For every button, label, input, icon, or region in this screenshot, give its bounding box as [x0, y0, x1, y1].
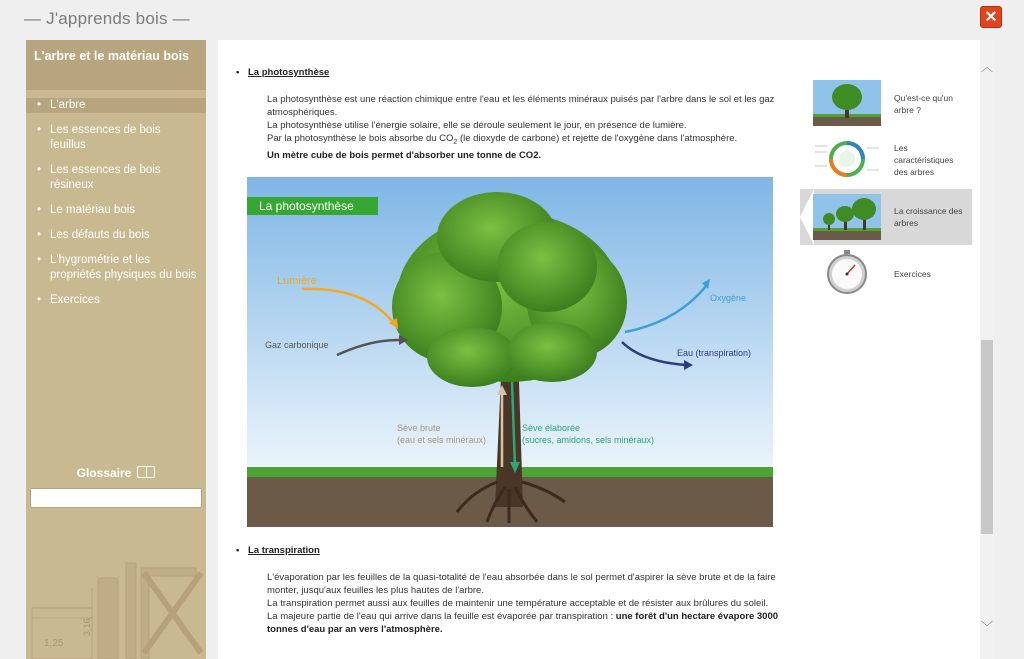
section-heading-photosynthese [236, 67, 330, 78]
chapter-label: Les caractéristiques des arbres [894, 143, 954, 177]
sidebar-item-exercices[interactable]: • Exercices [26, 293, 206, 308]
photosynthese-text [267, 93, 786, 162]
text-segment: La majeure partie de l'eau qui arrive dans la feuille est évaporée par transpiration : [267, 611, 616, 622]
seve-brute-title: Sève brute [397, 423, 441, 433]
sidebar-item-arbre[interactable]: • L'arbre [26, 98, 206, 113]
bullet: • [236, 67, 240, 78]
sidebar-title: L'arbre et le matériau bois [34, 49, 190, 63]
chapter-item-caracteristiques[interactable] [800, 136, 972, 192]
main-content [218, 40, 800, 659]
label-lumiere: Lumière [277, 275, 317, 287]
chapter-item-exercices[interactable] [800, 249, 972, 305]
sidebar-item-defauts[interactable]: • Les défauts du bois [26, 228, 206, 243]
sidebar-header [26, 40, 206, 90]
section-heading-text: La transpiration [248, 545, 320, 556]
seve-elaboree-title: Sève élaborée [522, 423, 581, 433]
tree-thumbnail-icon [813, 80, 881, 126]
chapter-panel [800, 40, 980, 659]
text-segment: Par la photosynthèse le bois absorbe du CO [267, 133, 454, 144]
seve-elaboree-detail: (sucres, amidons, sels minéraux) [522, 435, 655, 445]
section-heading-transpiration [236, 545, 320, 556]
bullet: • [236, 545, 240, 556]
paragraph: La transpiration permet aussi aux feuilles de maintenir une température acceptable et de résister aux brûlures du soleil. [267, 598, 769, 609]
transpiration-text [267, 571, 786, 636]
sidebar-nav [26, 98, 206, 308]
stopwatch-thumbnail-icon [813, 249, 881, 295]
paragraph-bold: Un mètre cube de bois permet d'absorber une tonne de CO2. [267, 149, 542, 161]
paragraph: La photosynthèse utilise l'énergie solaire, elle se déroule seulement le jour, en présence de lumière. [267, 120, 687, 131]
label-seve-brute [397, 422, 486, 446]
paragraph [267, 132, 786, 149]
paragraph: L'évaporation par les feuilles de la quasi-totalité de l'eau absorbée dans le sol permet d'aspirer la sève brute et de la faire monter, jusqu'aux feuilles les plus hautes de l'arbre. [267, 572, 776, 596]
glossary-label: Glossaire [76, 466, 132, 480]
label-oxygene: Oxygène [710, 293, 747, 303]
illustration-title: La photosynthèse [247, 197, 378, 215]
chapter-item-croissance[interactable] [800, 189, 972, 245]
label-seve-elaboree [522, 422, 654, 446]
text-segment: (le dioxyde de carbone) et rejette de l'oxygène dans l'atmosphère. [457, 133, 738, 144]
deco-label-2: 3,16 [82, 618, 92, 636]
chapter-label: La croissance des arbres [894, 206, 963, 228]
glossary-title[interactable] [26, 466, 206, 480]
subscript: 2 [453, 138, 458, 146]
glossary-search-input[interactable] [30, 488, 202, 508]
sidebar-item-materiau[interactable]: • Le matériau bois [26, 203, 206, 218]
close-button[interactable]: ✕ [980, 6, 1002, 28]
deco-label-1: 1,25 [44, 638, 64, 649]
paragraph [267, 610, 786, 636]
chart-thumbnail-icon [813, 136, 881, 182]
scroll-up-icon[interactable]: ︿ [980, 60, 993, 74]
seve-brute-detail: (eau et sels minéraux) [397, 435, 487, 445]
chapter-item-qu-est-ce[interactable] [800, 80, 972, 136]
label-gaz: Gaz carbonique [265, 340, 329, 350]
paragraph: La photosynthèse est une réaction chimique entre l'eau et les éléments minéraux puisés par l'arbre dans le sol et les gaz atmosphériques. [267, 94, 775, 118]
sidebar [26, 40, 206, 659]
book-icon [137, 466, 155, 478]
scroll-down-icon[interactable]: ﹀ [980, 620, 993, 634]
section-heading-text: La photosynthèse [248, 67, 330, 78]
sidebar-item-feuillus[interactable]: • Les essences de bois feuillus [26, 123, 206, 153]
sidebar-item-resineux[interactable]: • Les essences de bois résineux [26, 163, 206, 193]
label-eau: Eau (transpiration) [677, 348, 752, 358]
sidebar-item-hygrometrie[interactable]: • L'hygrométrie et les propriétés physiques du bois [26, 253, 206, 283]
chapter-label: Qu'est-ce qu'un arbre ? [894, 93, 954, 115]
chapter-label: Exercices [894, 269, 931, 279]
text-segment-bold: une forêt d'un hectare évapore 3000 tonnes d'eau par an vers l'atmosphère. [267, 611, 779, 635]
photosynthesis-illustration [247, 177, 773, 527]
app-title: — J'apprends bois — [24, 9, 190, 28]
active-indicator [800, 189, 814, 245]
ruler-decoration [26, 548, 206, 659]
app-header [0, 0, 1024, 40]
scroll-thumb[interactable] [981, 340, 993, 534]
trees-thumbnail-icon [813, 194, 881, 240]
vertical-scrollbar[interactable] [980, 40, 994, 659]
